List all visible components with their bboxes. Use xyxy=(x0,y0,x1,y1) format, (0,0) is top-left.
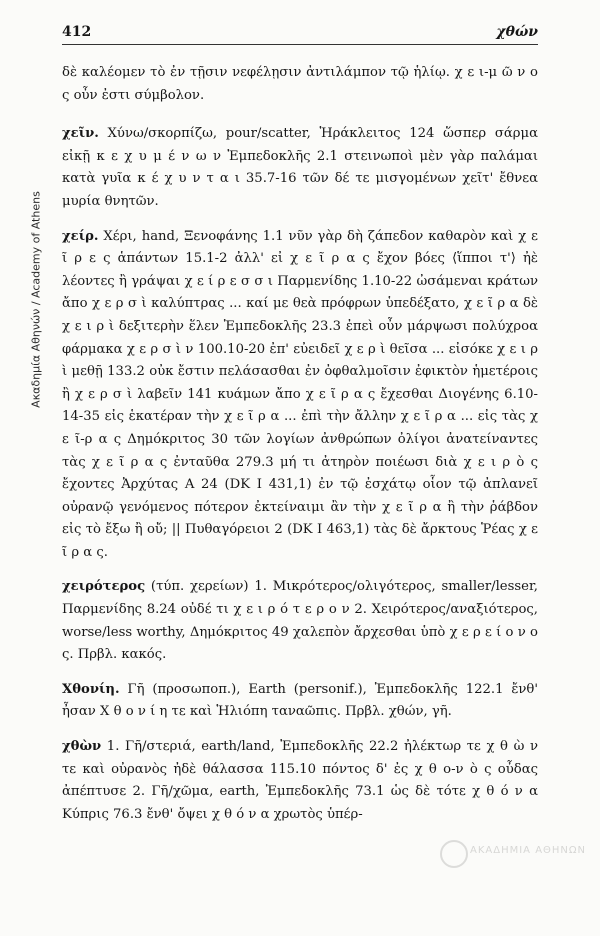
entries-body xyxy=(62,62,538,838)
entry-chein xyxy=(62,123,538,213)
entry-chthon xyxy=(62,736,538,826)
entry-text: Γῆ (προσωποπ.), Earth (personif.), Ἐμπεδοκλῆς 122.1 ἔνθ' ἦσαν Χ θ ο ν ί η τε καὶ Ἡλιόπη ταναῶπις. Πρβλ. χθών, γῆ. xyxy=(62,681,538,720)
entry-text: δὲ καλέομεν τὸ ἐν τῇσιν νεφέλῃσιν ἀντιλάμπον τῷ ἡλίῳ. χ ε ι-μ ῶ ν ο ς οὖν ἐστι σύμβολον. xyxy=(62,65,538,103)
page-number: 412 xyxy=(62,24,92,40)
entry-headword: χθὼν xyxy=(62,739,102,755)
running-head: χθών xyxy=(496,24,538,40)
library-stamp xyxy=(440,838,590,868)
stamp-seal-icon xyxy=(440,840,468,868)
entry-text: (τύπ. χερείων) 1. Μικρότερος/ολιγότερος, smaller/lesser, Παρμενίδης 8.24 οὐδέ τι χ ε ι ρ ό τ ε ρ ο ν 2. Χειρότερος/αναξιότερος, worse/less worthy, Δημόκριτος 49 χαλεπὸν ἄρχεσθαι ὑπὸ χ ε ρ ε ί ο ν ο ς. Πρβλ. κακός. xyxy=(62,579,538,663)
entry-cheiroteros xyxy=(62,576,538,666)
entry-headword: χεῖν. xyxy=(62,126,99,142)
continuation-paragraph xyxy=(62,62,538,107)
stamp-text: ΑΚΑΔΗΜΙΑ ΑΘΗΝΩΝ xyxy=(470,845,587,856)
entry-headword: χείρ. xyxy=(62,228,99,244)
page-header xyxy=(62,22,538,45)
entry-headword: χειρότερος xyxy=(62,579,146,595)
entry-text: Χέρι, hand, Ξενοφάνης 1.1 νῦν γὰρ δὴ ζάπεδον καθαρὸν καὶ χ ε ῖ ρ ε ς ἁπάντων 15.1-2 ἀλλ' εἰ χ ε ῖ ρ α ς ἔχον βόες ⟨ἵπποι τ'⟩ ἠὲ λέοντες ἢ γράψαι χ ε ί ρ ε σ σ ι Παρμενίδης 1.10-22 ὠσάμεναι κράτων ἄπο χ ε ρ σ ὶ καλύπτρας ... καί με θεὰ πρόφρων ὑπεδέξατο, χ ε ῖ ρ α δὲ χ ε ι ρ ὶ δεξιτερὴν ἕλεν Ἐμπεδοκλῆς 23.3 ἐπεὶ οὖν μάρψωσι πολύχροα φάρμακα χ ε ρ σ ὶ ν 100.10-20 ἐπ' εὐειδεῖ χ ε ρ ὶ θεῖσα ... εἰσόκε χ ε ι ρ ὶ μεθῇ 133.2 οὐκ ἔστιν πελάσασθαι ἐν ὀφθαλμοῖσιν ἐφικτὸν ἡμετέροις ἢ χ ε ρ σ ὶ λαβεῖν 141 κυάμων ἄπο χ ε ῖ ρ α ς ἔχεσθαι Διογένης 6.10-14-35 εἰς ἑκατέραν τὴν χ ε ῖ ρ α ... ἐπὶ τὴν ἄλλην χ ε ῖ ρ α ... εἰς τὰς χ ε ῖ-ρ α ς Δημόκριτος 30 τῶν λογίων ἀνθρώπων ὀλίγοι ἀνατείναντες τὰς χ ε ῖ ρ α ς ἐνταῦθα 279.3 μή τι ἀτηρὸν ποιέωσι διὰ χ ε ι ρ ὸ ς ἔχοντες Ἀρχύτας Α 24 (DK I 431,1) ἐν τῷ ἐσχάτῳ οἷον τῷ ἀπλανεῖ οὐρανῷ γενόμενος πότερον ἐκτείναιμι ἂν τὴν χ ε ῖ ρ α ἢ τὴν ῥάβδον εἰς τὸ ἔξω ἢ οὔ; || Πυθαγόρειοι 2 (DK I 463,1) τὰς δὲ ἄρκτους Ῥέας χ ε ῖ ρ α ς. xyxy=(62,228,538,560)
entry-chthonie xyxy=(62,679,538,724)
side-watermark-text: Ακαδημία Αθηνών / Academy of Athens xyxy=(29,191,43,408)
entry-headword: Χθονίη. xyxy=(62,681,120,697)
entry-text: 1. Γῆ/στεριά, earth/land, Ἐμπεδοκλῆς 22.2 ἠλέκτωρ τε χ θ ὼ ν τε καὶ οὐρανὸς ἠδὲ θάλασσα 115.10 πόντος δ' ἐς χ θ ο-ν ὸ ς οὖδας ἀπέπτυσε 2. Γῆ/χῶμα, earth, Ἐμπεδοκλῆς 73.1 ὡς δὲ τότε χ θ ό ν α Κύπρις 76.3 ἔνθ' ὄψει χ θ ό ν α χρωτὸς ὑπέρ- xyxy=(62,739,538,822)
side-watermark xyxy=(28,150,42,450)
entry-text: Χύνω/σκορπίζω, pour/scatter, Ἡράκλειτος 124 ὥσπερ σάρμα εἰκῇ κ ε χ υ μ έ ν ω ν Ἐμπεδοκλῆς 2.1 στεινωποὶ μὲν γὰρ παλάμαι κατὰ γυῖα κ έ χ υ ν τ α ι 35.7-16 τῶν δέ τε μισγομένων χεῖτ' ἔθνεα μυρία θνητῶν. xyxy=(62,126,538,209)
entry-cheir xyxy=(62,226,538,565)
